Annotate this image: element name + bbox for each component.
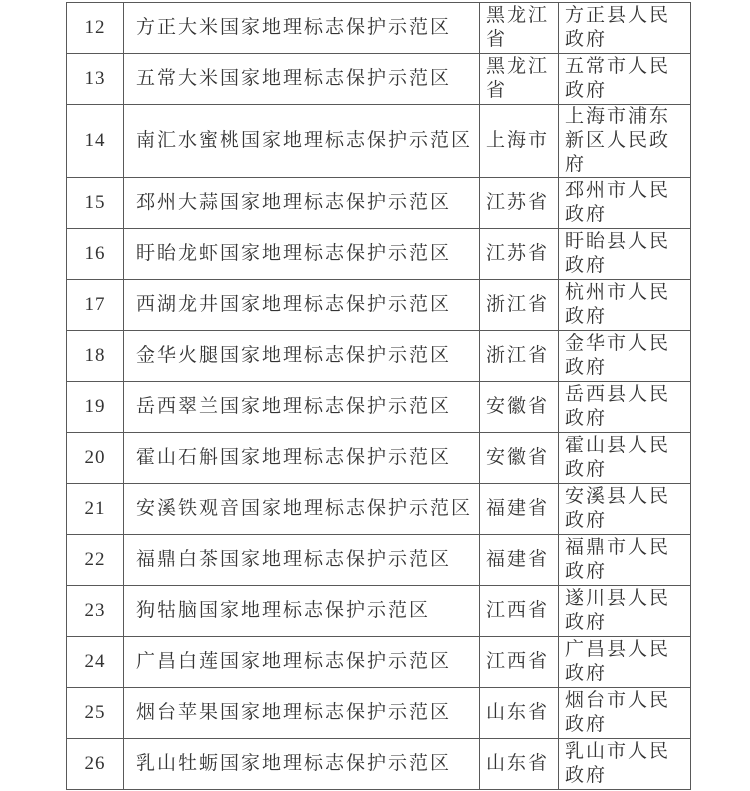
cell-zone-name: 霍山石斛国家地理标志保护示范区 [124,433,480,484]
cell-row-number: 16 [67,229,124,280]
cell-province: 黑龙江省 [480,54,559,105]
cell-province: 上海市 [480,105,559,178]
cell-government-body: 福鼎市人民政府 [559,535,691,586]
table-row [67,484,691,535]
table-row [67,178,691,229]
cell-row-number: 15 [67,178,124,229]
table-row [67,433,691,484]
cell-row-number: 19 [67,382,124,433]
table-row [67,535,691,586]
cell-government-body: 邳州市人民政府 [559,178,691,229]
cell-government-body: 岳西县人民政府 [559,382,691,433]
cell-zone-name: 邳州大蒜国家地理标志保护示范区 [124,178,480,229]
cell-row-number: 25 [67,688,124,739]
table-row [67,3,691,54]
table-row [67,280,691,331]
cell-government-body: 五常市人民政府 [559,54,691,105]
cell-zone-name: 西湖龙井国家地理标志保护示范区 [124,280,480,331]
cell-government-body: 杭州市人民政府 [559,280,691,331]
cell-zone-name: 广昌白莲国家地理标志保护示范区 [124,637,480,688]
cell-government-body: 烟台市人民政府 [559,688,691,739]
table-row [67,331,691,382]
gi-table-body [67,3,691,790]
cell-province: 福建省 [480,535,559,586]
cell-row-number: 18 [67,331,124,382]
cell-row-number: 23 [67,586,124,637]
cell-province: 江苏省 [480,229,559,280]
cell-row-number: 14 [67,105,124,178]
cell-province: 安徽省 [480,382,559,433]
table-row [67,105,691,178]
gi-demonstration-zones-table [66,2,691,790]
cell-row-number: 26 [67,739,124,790]
table-row [67,586,691,637]
table-row [67,229,691,280]
cell-zone-name: 金华火腿国家地理标志保护示范区 [124,331,480,382]
cell-zone-name: 岳西翠兰国家地理标志保护示范区 [124,382,480,433]
cell-government-body: 盱眙县人民政府 [559,229,691,280]
cell-province: 黑龙江省 [480,3,559,54]
cell-province: 安徽省 [480,433,559,484]
cell-zone-name: 方正大米国家地理标志保护示范区 [124,3,480,54]
table-row [67,739,691,790]
cell-province: 浙江省 [480,331,559,382]
cell-row-number: 20 [67,433,124,484]
cell-province: 山东省 [480,688,559,739]
cell-zone-name: 南汇水蜜桃国家地理标志保护示范区 [124,105,480,178]
cell-row-number: 17 [67,280,124,331]
cell-zone-name: 盱眙龙虾国家地理标志保护示范区 [124,229,480,280]
cell-row-number: 24 [67,637,124,688]
cell-government-body: 方正县人民政府 [559,3,691,54]
cell-zone-name: 安溪铁观音国家地理标志保护示范区 [124,484,480,535]
cell-province: 江苏省 [480,178,559,229]
table-row [67,637,691,688]
cell-zone-name: 狗牯脑国家地理标志保护示范区 [124,586,480,637]
cell-zone-name: 福鼎白茶国家地理标志保护示范区 [124,535,480,586]
cell-row-number: 21 [67,484,124,535]
cell-government-body: 广昌县人民政府 [559,637,691,688]
cell-government-body: 遂川县人民政府 [559,586,691,637]
cell-province: 浙江省 [480,280,559,331]
cell-government-body: 金华市人民政府 [559,331,691,382]
cell-province: 江西省 [480,586,559,637]
cell-province: 山东省 [480,739,559,790]
cell-row-number: 12 [67,3,124,54]
cell-government-body: 霍山县人民政府 [559,433,691,484]
cell-government-body: 上海市浦东新区人民政府 [559,105,691,178]
cell-province: 江西省 [480,637,559,688]
cell-zone-name: 烟台苹果国家地理标志保护示范区 [124,688,480,739]
cell-government-body: 乳山市人民政府 [559,739,691,790]
cell-zone-name: 乳山牡蛎国家地理标志保护示范区 [124,739,480,790]
cell-government-body: 安溪县人民政府 [559,484,691,535]
cell-row-number: 22 [67,535,124,586]
cell-province: 福建省 [480,484,559,535]
cell-zone-name: 五常大米国家地理标志保护示范区 [124,54,480,105]
table-row [67,54,691,105]
table-row [67,688,691,739]
cell-row-number: 13 [67,54,124,105]
table-row [67,382,691,433]
